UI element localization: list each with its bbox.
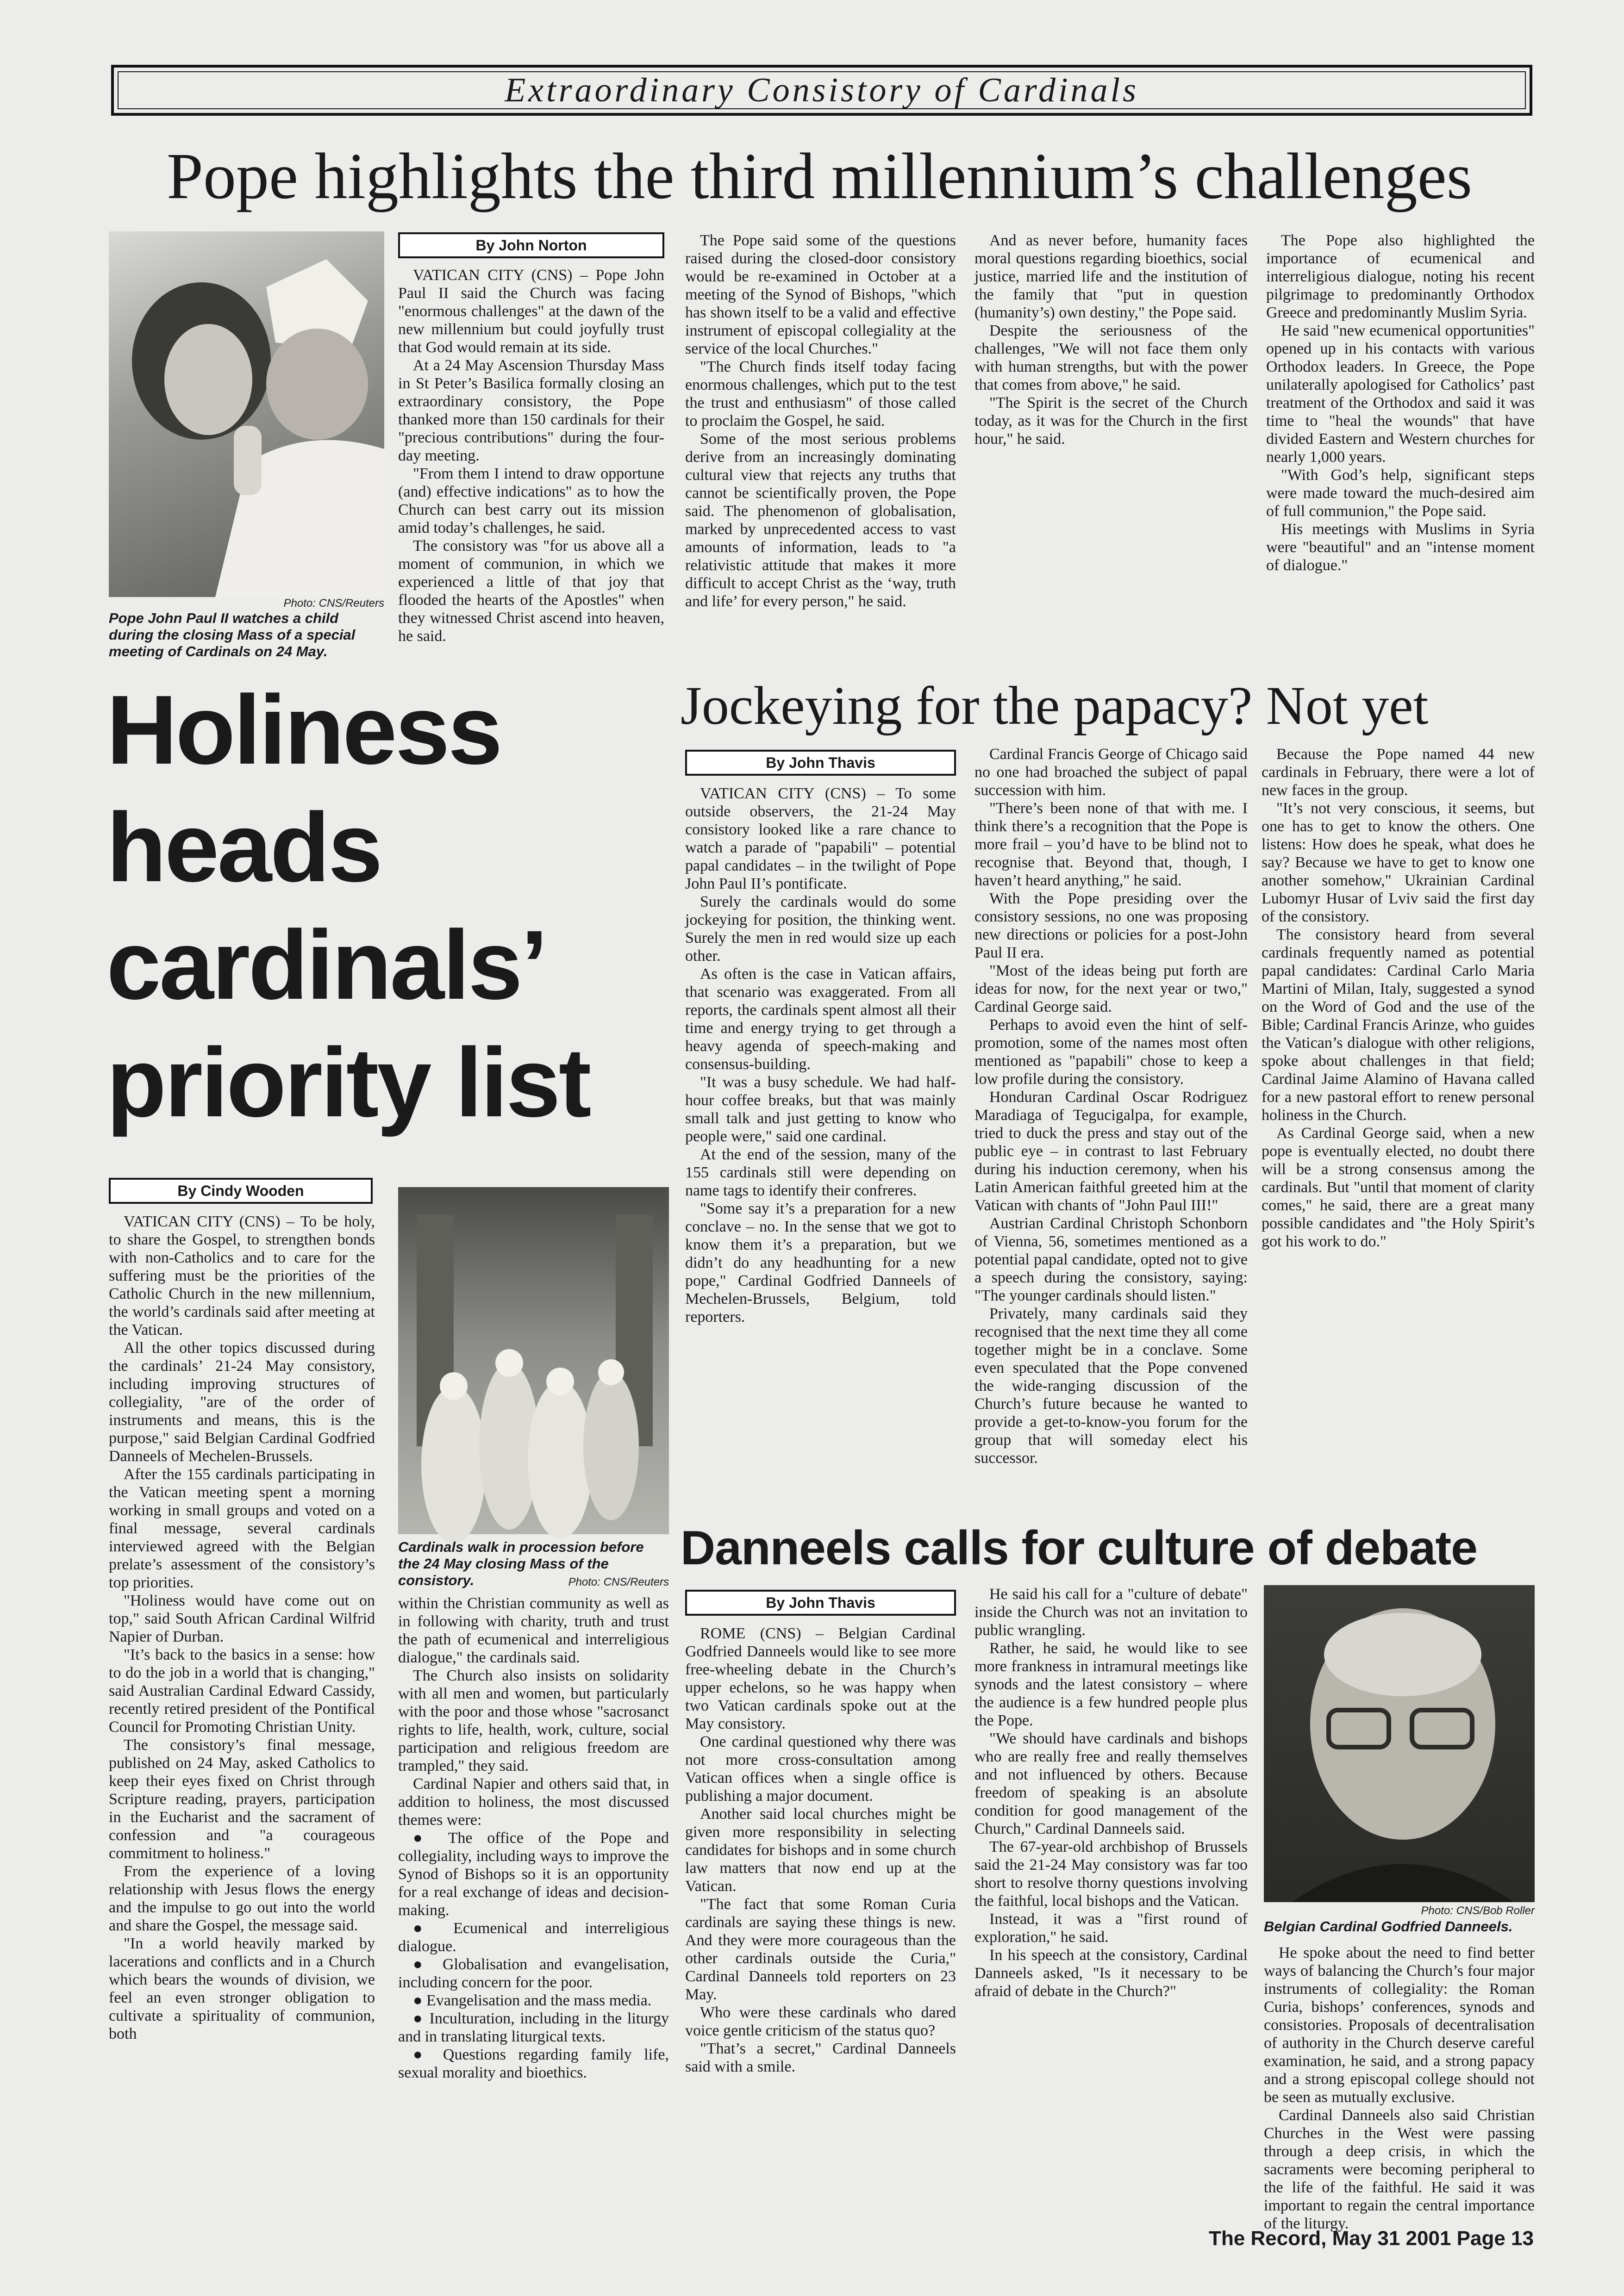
article3-column-3 <box>1262 745 1535 1506</box>
photo-caption-3: Belgian Cardinal Godfried Danneels. <box>1264 1918 1513 1935</box>
paragraph: In his speech at the consistory, Cardinal Danneels asked, "Is it necessary to be afraid of debate in the Church?" <box>974 1947 1248 2000</box>
article2-headline <box>106 671 671 1141</box>
paragraph: VATICAN CITY (CNS) – To be holy, to share the Gospel, to strengthen bonds with non-Catholics and to care for the suffering must be the priorities of the Catholic Church in the new millennium, the world’s cardinals said after meeting at the Vatican. <box>109 1213 375 1338</box>
paragraph: From the experience of a loving relationship with Jesus flows the energy and the impulse to go out into the world and share the Gospel, the message said. <box>109 1863 375 1934</box>
paragraph: "The Spirit is the secret of the Church today, as it was for the Church in the first hour," he said. <box>974 394 1248 448</box>
paragraph: The Pope said some of the questions raised during the closed-door consistory would be re-examined in October at a meeting of the Synod of Bishops, "which has shown itself to be a valid and effective instrument of episcopal collegiality at the service of the local Churches." <box>685 232 956 357</box>
paragraph: "The Church finds itself today facing enormous challenges, which put to the test the trust and enthusiasm" of those called to proclaim the Gospel, he said. <box>685 358 956 429</box>
paragraph: within the Christian community as well as in following with charity, truth and trust the path of ecumenical and interreligious dialogue," the cardinals said. <box>398 1595 669 1666</box>
paragraph: One cardinal questioned why there was not more cross-consultation among Vatican offices when a single office is publishing a major document. <box>685 1733 956 1804</box>
paragraph: He spoke about the need to find better ways of balancing the Church’s four major instruments of collegiality: the Roman Curia, bishops’ conferences, synods and consistories. Proposals of decentralisation of authority in the Church deserve careful examination, he said, and a strong papacy and a strong episcopal college should not be seen as mutually exclusive. <box>1264 1944 1535 2106</box>
list-item: ● Questions regarding family life, sexual morality and bioethics. <box>398 2046 669 2082</box>
paragraph: The Church also insists on solidarity with all men and women, but particularly with the poor and those whose "sacrosanct rights to life, health, work, culture, social participation and religious freedom are trampled," they said. <box>398 1667 669 1774</box>
paragraph: With the Pope presiding over the consistory sessions, no one was proposing new directions or policies for a post-John Paul II era. <box>974 890 1248 961</box>
paragraph: At the end of the session, many of the 155 cardinals still were depending on name tags to identify their confreres. <box>685 1146 956 1199</box>
danneels-portrait-photo <box>1264 1585 1535 1902</box>
paragraph: As Cardinal George said, when a new pope is eventually elected, no doubt there will be a strong consensus among the cardinals. But "until that moment of clarity comes," he said, there are a great many possible candidates and "the Holy Spirit’s got his work to do." <box>1262 1125 1535 1250</box>
article1-column-4 <box>1266 231 1535 669</box>
paragraph: The consistory heard from several cardinals frequently named as potential papal candidates: Cardinal Carlo Maria Martini of Milan, Italy, suggested a synod on the Word of God and the use of the Bible; Cardinal Francis Arinze, who guides the Vatican’s dialogue with other religions, spoke about challenges in that field; Cardinal Jaime Alamino of Havana called for a new pastoral effort to renew personal holiness in the Church. <box>1262 926 1535 1124</box>
article4-column-3 <box>1264 1944 1535 2232</box>
photo-credit-1: Photo: CNS/Reuters <box>283 597 384 610</box>
paragraph: Cardinal Francis George of Chicago said no one had broached the subject of papal succession with him. <box>974 746 1248 799</box>
paragraph: Cardinal Napier and others said that, in addition to holiness, the most discussed themes were: <box>398 1775 669 1829</box>
article1-column-1 <box>398 266 664 669</box>
paragraph: ROME (CNS) – Belgian Cardinal Godfried Danneels would like to see more free-wheeling debate in the Church’s upper echelons, so he was happy when two Vatican cardinals spoke out at the May consistory. <box>685 1625 956 1732</box>
paragraph: "We should have cardinals and bishops who are really free and really themselves and not influenced by others. Because freedom of speaking is an absolute condition for good management of the Church," Cardinal Danneels said. <box>974 1730 1248 1837</box>
article4-byline: By John Thavis <box>685 1590 956 1616</box>
paragraph: "With God’s help, significant steps were made toward the much-desired aim of full communion," the Pope said. <box>1266 467 1535 520</box>
article1-byline: By John Norton <box>398 232 664 258</box>
list-item: ● Globalisation and evangelisation, including concern for the poor. <box>398 1955 669 1991</box>
paragraph: Surely the cardinals would do some jockeying for position, the thinking went. Surely the men in red would size up each other. <box>685 893 956 964</box>
article3-byline: By John Thavis <box>685 750 956 776</box>
paragraph: And as never before, humanity faces moral questions regarding bioethics, social justice, married life and the institution of the family that "put in question (humanity’s) own destiny," the Pope said. <box>974 232 1248 321</box>
headline-line: cardinals’ <box>106 910 546 1020</box>
cardinals-procession-photo <box>398 1187 669 1534</box>
paragraph: Privately, many cardinals said they recognised that the next time they all come together might be in a conclave. Some even speculated that the Pope convened the wide-ranging discussion of the Church’s future because he wanted to provide a get-to-know-you forum for the group that will someday elect his successor. <box>974 1305 1248 1467</box>
article2-column-1 <box>109 1213 375 2194</box>
article3-column-2 <box>974 745 1248 1506</box>
article3-headline: Jockeying for the papacy? Not yet <box>681 675 1429 736</box>
headline-line: heads <box>106 792 381 902</box>
article1-headline: Pope highlights the third millennium’s challenges <box>167 139 1472 212</box>
pope-child-illustration <box>109 231 384 597</box>
paragraph: Honduran Cardinal Oscar Rodriguez Maradiaga of Tegucigalpa, for example, tried to duck the press and stay out of the public eye – in contrast to last February during his induction ceremony, when his Latin American faithful greeted him at the Vatican with chants of "John Paul III!" <box>974 1089 1248 1214</box>
paragraph: The consistory was "for us above all a moment of communion, in which we experienced a little of that joy that flooded the hearts of the Apostles" when they witnessed Christ ascend into heaven, he said. <box>398 537 664 645</box>
headline-line: priority list <box>106 1027 590 1137</box>
page-footer: The Record, May 31 2001 Page 13 <box>1209 2227 1534 2250</box>
paragraph: Instead, it was a "first round of exploration," he said. <box>974 1910 1248 1946</box>
photo-caption-1: Pope John Paul II watches a child during the closing Mass of a special meeting of Cardinals on 24 May. <box>109 610 356 660</box>
paragraph: At a 24 May Ascension Thursday Mass in St Peter’s Basilica formally closing an extraordinary consistory, the Pope thanked more than 150 cardinals for their "precious contributions" during the four-day meeting. <box>398 357 664 464</box>
paragraph: Who were these cardinals who dared voice gentle criticism of the status quo? <box>685 2004 956 2039</box>
paragraph: He said his call for a "culture of debate" inside the Church was not an invitation to public wrangling. <box>974 1586 1248 1639</box>
headline-line: Holiness <box>106 675 501 784</box>
banner-inner-rule <box>118 71 1526 109</box>
paragraph: After the 155 cardinals participating in the Vatican meeting spent a morning working in small groups and voted on a final message, several cardinals interviewed agreed with the Belgian prelate’s assessment of the consistory’s top priorities. <box>109 1466 375 1591</box>
article2-byline: By Cindy Wooden <box>109 1178 373 1204</box>
article1-column-2 <box>685 231 956 669</box>
paragraph: "In a world heavily marked by lacerations and conflicts and in a Church which bears the wounds of division, we feel an even stronger obligation to cultivate a spirituality of communion, both <box>109 1935 375 2042</box>
article2-column-2 <box>398 1594 669 2196</box>
paragraph: VATICAN CITY (CNS) – Pope John Paul II said the Church was facing "enormous challenges" at the dawn of the new millennium but could joyfully trust that God would remain at its side. <box>398 267 664 356</box>
paragraph: "Most of the ideas being put forth are ideas for now, for the next year or two," Cardinal George said. <box>974 962 1248 1015</box>
paragraph: "Holiness would have come out on top," said South African Cardinal Wilfrid Napier of Durban. <box>109 1592 375 1645</box>
paragraph: Rather, he said, he would like to see more frankness in intramural meetings like synods and the latest consistory – where the audience is a few hundred people plus the Pope. <box>974 1640 1248 1729</box>
paragraph: Cardinal Danneels also said Christian Churches in the West were passing through a deep crisis, in which the sacraments were becoming peripheral to the life of the faithful. He said it was important to regain the central importance of the liturgy. <box>1264 2107 1535 2232</box>
paragraph: The consistory’s final message, published on 24 May, asked Catholics to keep their eyes fixed on Christ through Scripture reading, prayers, participation in the Eucharist and the sacrament of confession and "a courageous commitment to holiness." <box>109 1736 375 1862</box>
paragraph: His meetings with Muslims in Syria were "beautiful" and an "intense moment of dialogue." <box>1266 521 1535 574</box>
list-item: ● The office of the Pope and collegiality, including ways to improve the Synod of Bishops so it is an opportunity for a real exchange of ideas and decision-making. <box>398 1829 669 1919</box>
paragraph: VATICAN CITY (CNS) – To some outside observers, the 21-24 May consistory looked like a rare chance to watch a parade of "papabili" – potential papal candidates – in the twilight of Pope John Paul II’s pontificate. <box>685 785 956 892</box>
paragraph: All the other topics discussed during the cardinals’ 21-24 May consistory, including improving structures of collegiality, "are of the order of instruments and means, this is the purpose," said Belgian Cardinal Godfried Danneels of Mechelen-Brussels. <box>109 1339 375 1465</box>
paragraph: Because the Pope named 44 new cardinals in February, there were a lot of new faces in the group. <box>1262 746 1535 799</box>
article3-column-1 <box>685 784 956 1506</box>
section-banner-text: Extraordinary Consistory of Cardinals <box>505 71 1139 109</box>
paragraph: The Pope also highlighted the importance of ecumenical and interreligious dialogue, noting his recent pilgrimage to predominantly Orthodox Greece and predominantly Muslim Syria. <box>1266 232 1535 321</box>
paragraph: Some of the most serious problems derive from an increasingly dominating cultural view that rejects any truths that cannot be scientifically proven, the Pope said. The phenomenon of globalisation, marked by unprecedented access to vast amounts of information, leads to "a relativistic attitude that makes it more difficult to accept Christ as the ‘way, truth and life’ for every person," he said. <box>685 430 956 610</box>
paragraph: The 67-year-old archbishop of Brussels said the 21-24 May consistory was far too short to resolve thorny questions involving the faithful, local bishops and the Vatican. <box>974 1838 1248 1910</box>
photo-caption-2: Cardinals walk in procession before the 24 May closing Mass of the consistory. <box>398 1539 644 1588</box>
paragraph: He said "new ecumenical opportunities" opened up in his contacts with various Orthodox leaders. In Greece, the Pope unilaterally apologised for Catholics’ past treatment of the Orthodox and said it was time to "heal the wounds" that have divided Eastern and Western churches for nearly 1,000 years. <box>1266 322 1535 466</box>
procession-illustration <box>398 1187 669 1534</box>
article4-column-2 <box>974 1585 1248 2194</box>
article4-column-1 <box>685 1624 956 2194</box>
paragraph: "From them I intend to draw opportune (and) effective indications" as to how the Church can best carry out its mission amid today’s challenges, he said. <box>398 465 664 536</box>
danneels-portrait-illustration <box>1264 1585 1535 1902</box>
paragraph: "There’s been none of that with me. I think there’s a recognition that the Pope is more frail – you’d have to be blind not to recognise that. Beyond that, though, I haven’t heard anything," he said. <box>974 800 1248 889</box>
list-item: ● Inculturation, including in the liturgy and in translating liturgical texts. <box>398 2010 669 2046</box>
list-item: ● Evangelisation and the mass media. <box>398 1991 669 2010</box>
photo-credit-2: Photo: CNS/Reuters <box>568 1576 669 1588</box>
article1-column-3 <box>974 231 1248 669</box>
paragraph: "Some say it’s a preparation for a new conclave – no. In the sense that we got to know them it’s a preparation, but we didn’t do any headhunting for a new pope," Cardinal Godfried Danneels of Mechelen-Brussels, Belgium, told reporters. <box>685 1200 956 1325</box>
article4-headline: Danneels calls for culture of debate <box>681 1521 1477 1575</box>
pope-child-photo <box>109 231 384 597</box>
paragraph: "It was a busy schedule. We had half-hour coffee breaks, but that was mainly small talk and just getting to know who people were," said one cardinal. <box>685 1074 956 1145</box>
paragraph: "It’s not very conscious, it seems, but one has to get to know the others. One listens: How does he speak, what does he say? Because we have to get to know one another somehow," Ukrainian Cardinal Lubomyr Husar of Lviv said the first day of the consistory. <box>1262 800 1535 925</box>
paragraph: As often is the case in Vatican affairs, that scenario was exaggerated. From all reports, the cardinals spent almost all their time and energy trying to get through a heavy agenda of speech-making and consensus-building. <box>685 965 956 1073</box>
paragraph: Despite the seriousness of the challenges, "We will not face them only with human strengths, but with the power that comes from above," he said. <box>974 322 1248 393</box>
paragraph: Another said local churches might be given more responsibility in selecting candidates for bishops and in some church law matters that now end up at the Vatican. <box>685 1805 956 1895</box>
list-item: ● Ecumenical and interreligious dialogue. <box>398 1919 669 1955</box>
paragraph: Austrian Cardinal Christoph Schonborn of Vienna, 56, sometimes mentioned as a potential papal candidate, opted not to give a speech during the consistory, saying: "The younger cardinals should listen." <box>974 1215 1248 1304</box>
paragraph: "The fact that some Roman Curia cardinals are saying these things is new. And they were more courageous than the other cardinals outside the Curia," Cardinal Danneels told reporters on 23 May. <box>685 1896 956 2003</box>
photo-credit-3: Photo: CNS/Bob Roller <box>1421 1904 1535 1917</box>
paragraph: "It’s back to the basics in a sense: how to do the job in a world that is changing," said Australian Cardinal Edward Cassidy, recently retired president of the Pontifical Council for Promoting Christian Unity. <box>109 1646 375 1736</box>
paragraph: Perhaps to avoid even the hint of self-promotion, some of the names most often mentioned as "papabili" chose to keep a low profile during the consistory. <box>974 1016 1248 1088</box>
paragraph: "That’s a secret," Cardinal Danneels said with a smile. <box>685 2040 956 2075</box>
section-banner <box>111 65 1532 116</box>
